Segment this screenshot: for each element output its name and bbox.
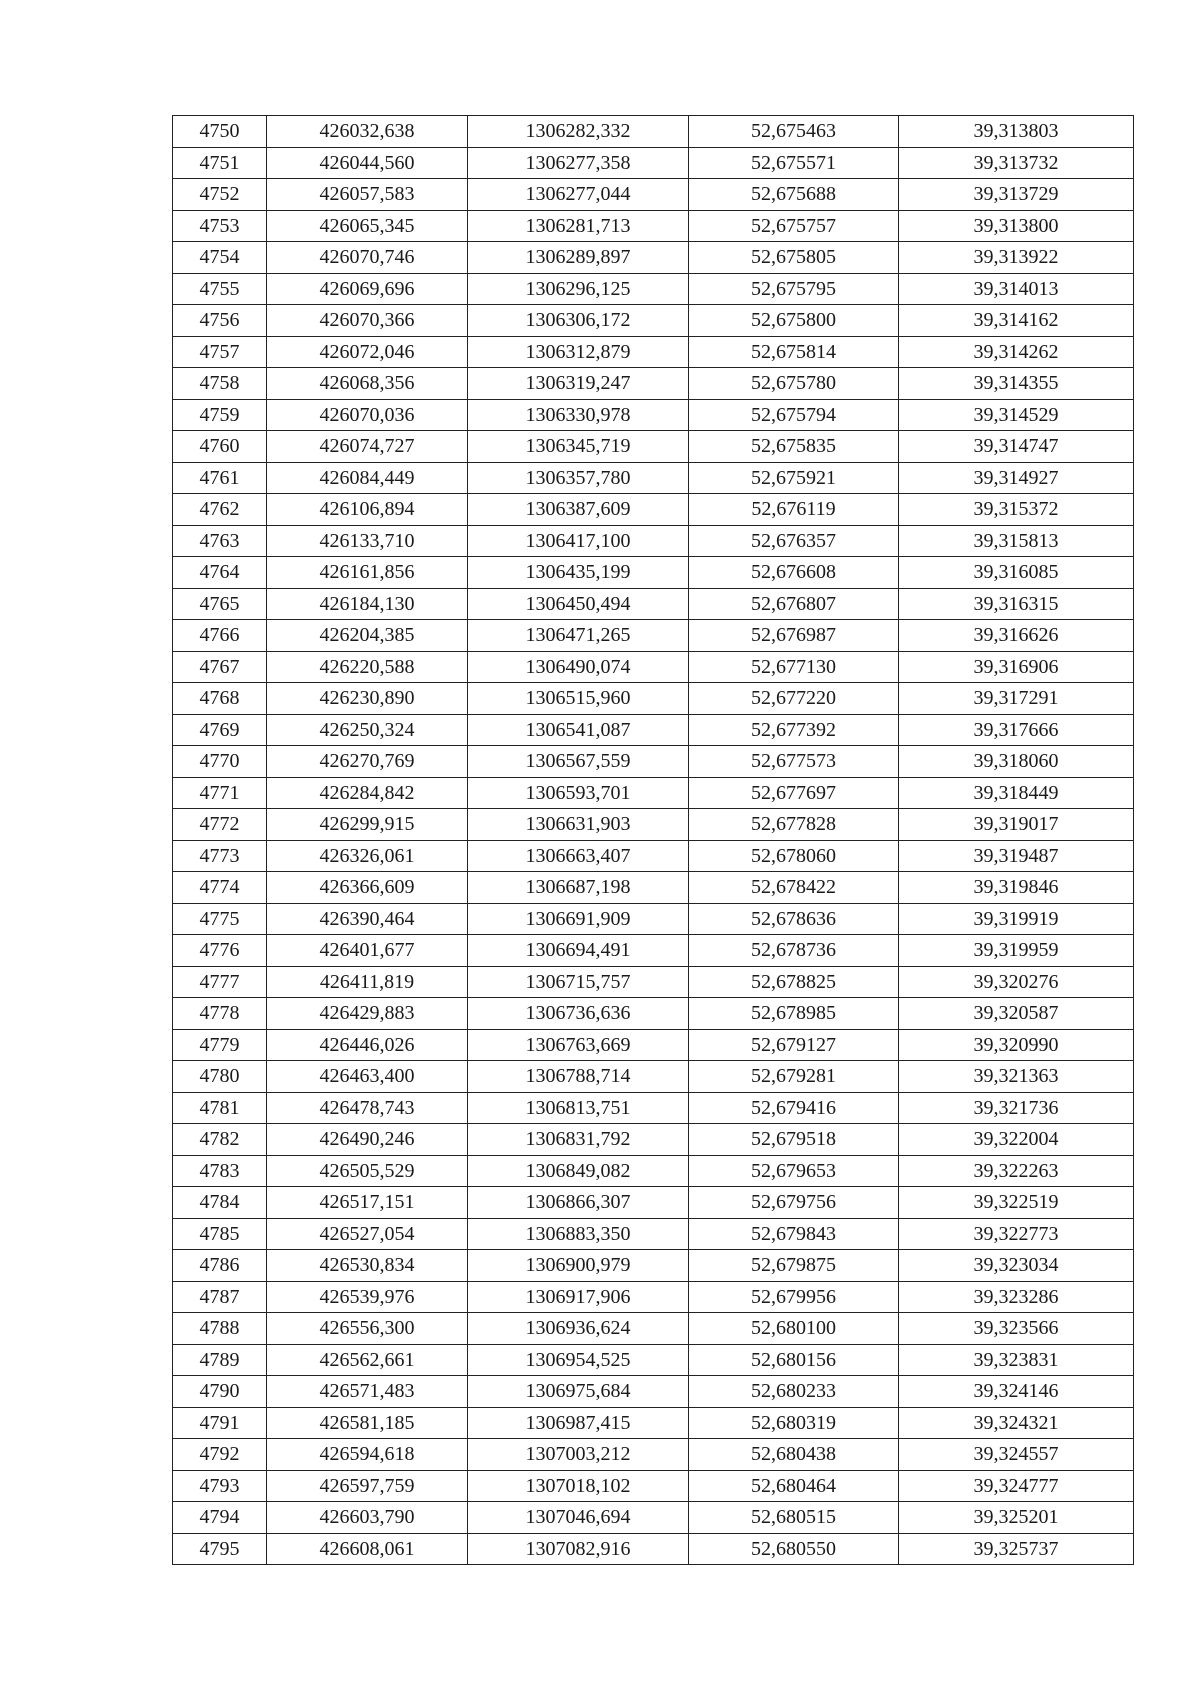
longitude-cell: 39,314355 <box>899 368 1134 400</box>
table-row <box>173 336 1134 368</box>
table-row <box>173 840 1134 872</box>
longitude-cell: 39,314927 <box>899 462 1134 494</box>
latitude-cell: 52,675814 <box>689 336 899 368</box>
point-number-cell: 4781 <box>173 1092 267 1124</box>
y-coordinate-cell: 1306917,906 <box>468 1281 689 1313</box>
longitude-cell: 39,314013 <box>899 273 1134 305</box>
point-number-cell: 4763 <box>173 525 267 557</box>
latitude-cell: 52,675921 <box>689 462 899 494</box>
table-row <box>173 1061 1134 1093</box>
x-coordinate-cell: 426270,769 <box>267 746 468 778</box>
latitude-cell: 52,679875 <box>689 1250 899 1282</box>
point-number-cell: 4782 <box>173 1124 267 1156</box>
x-coordinate-cell: 426594,618 <box>267 1439 468 1471</box>
longitude-cell: 39,319846 <box>899 872 1134 904</box>
x-coordinate-cell: 426490,246 <box>267 1124 468 1156</box>
table-row <box>173 998 1134 1030</box>
latitude-cell: 52,677697 <box>689 777 899 809</box>
y-coordinate-cell: 1306691,909 <box>468 903 689 935</box>
point-number-cell: 4768 <box>173 683 267 715</box>
latitude-cell: 52,675800 <box>689 305 899 337</box>
table-row <box>173 683 1134 715</box>
table-row <box>173 620 1134 652</box>
point-number-cell: 4777 <box>173 966 267 998</box>
table-row <box>173 1218 1134 1250</box>
x-coordinate-cell: 426562,661 <box>267 1344 468 1376</box>
x-coordinate-cell: 426074,727 <box>267 431 468 463</box>
x-coordinate-cell: 426044,560 <box>267 147 468 179</box>
y-coordinate-cell: 1306289,897 <box>468 242 689 274</box>
table-row <box>173 1092 1134 1124</box>
latitude-cell: 52,677392 <box>689 714 899 746</box>
longitude-cell: 39,320276 <box>899 966 1134 998</box>
latitude-cell: 52,675794 <box>689 399 899 431</box>
x-coordinate-cell: 426084,449 <box>267 462 468 494</box>
latitude-cell: 52,677828 <box>689 809 899 841</box>
x-coordinate-cell: 426161,856 <box>267 557 468 589</box>
longitude-cell: 39,324777 <box>899 1470 1134 1502</box>
latitude-cell: 52,675688 <box>689 179 899 211</box>
x-coordinate-cell: 426603,790 <box>267 1502 468 1534</box>
point-number-cell: 4757 <box>173 336 267 368</box>
point-number-cell: 4754 <box>173 242 267 274</box>
latitude-cell: 52,679956 <box>689 1281 899 1313</box>
point-number-cell: 4773 <box>173 840 267 872</box>
y-coordinate-cell: 1307082,916 <box>468 1533 689 1565</box>
x-coordinate-cell: 426326,061 <box>267 840 468 872</box>
point-number-cell: 4771 <box>173 777 267 809</box>
y-coordinate-cell: 1306936,624 <box>468 1313 689 1345</box>
point-number-cell: 4755 <box>173 273 267 305</box>
y-coordinate-cell: 1307018,102 <box>468 1470 689 1502</box>
y-coordinate-cell: 1306296,125 <box>468 273 689 305</box>
longitude-cell: 39,318060 <box>899 746 1134 778</box>
table-row <box>173 179 1134 211</box>
latitude-cell: 52,680515 <box>689 1502 899 1534</box>
point-number-cell: 4758 <box>173 368 267 400</box>
x-coordinate-cell: 426070,036 <box>267 399 468 431</box>
latitude-cell: 52,679518 <box>689 1124 899 1156</box>
x-coordinate-cell: 426070,746 <box>267 242 468 274</box>
latitude-cell: 52,675463 <box>689 116 899 148</box>
x-coordinate-cell: 426057,583 <box>267 179 468 211</box>
latitude-cell: 52,675835 <box>689 431 899 463</box>
latitude-cell: 52,680464 <box>689 1470 899 1502</box>
latitude-cell: 52,676119 <box>689 494 899 526</box>
table-row <box>173 1344 1134 1376</box>
x-coordinate-cell: 426463,400 <box>267 1061 468 1093</box>
x-coordinate-cell: 426527,054 <box>267 1218 468 1250</box>
x-coordinate-cell: 426220,588 <box>267 651 468 683</box>
latitude-cell: 52,680550 <box>689 1533 899 1565</box>
table-row <box>173 714 1134 746</box>
y-coordinate-cell: 1306849,082 <box>468 1155 689 1187</box>
y-coordinate-cell: 1306281,713 <box>468 210 689 242</box>
latitude-cell: 52,678825 <box>689 966 899 998</box>
table-row <box>173 1376 1134 1408</box>
latitude-cell: 52,680233 <box>689 1376 899 1408</box>
latitude-cell: 52,675795 <box>689 273 899 305</box>
latitude-cell: 52,677130 <box>689 651 899 683</box>
y-coordinate-cell: 1306694,491 <box>468 935 689 967</box>
point-number-cell: 4783 <box>173 1155 267 1187</box>
latitude-cell: 52,676987 <box>689 620 899 652</box>
x-coordinate-cell: 426065,345 <box>267 210 468 242</box>
y-coordinate-cell: 1306987,415 <box>468 1407 689 1439</box>
x-coordinate-cell: 426250,324 <box>267 714 468 746</box>
longitude-cell: 39,313729 <box>899 179 1134 211</box>
coordinates-table-body <box>173 116 1134 1565</box>
latitude-cell: 52,678060 <box>689 840 899 872</box>
x-coordinate-cell: 426401,677 <box>267 935 468 967</box>
y-coordinate-cell: 1306663,407 <box>468 840 689 872</box>
x-coordinate-cell: 426230,890 <box>267 683 468 715</box>
point-number-cell: 4752 <box>173 179 267 211</box>
point-number-cell: 4753 <box>173 210 267 242</box>
table-row <box>173 116 1134 148</box>
longitude-cell: 39,318449 <box>899 777 1134 809</box>
x-coordinate-cell: 426429,883 <box>267 998 468 1030</box>
longitude-cell: 39,314747 <box>899 431 1134 463</box>
table-row <box>173 1470 1134 1502</box>
point-number-cell: 4785 <box>173 1218 267 1250</box>
longitude-cell: 39,316626 <box>899 620 1134 652</box>
point-number-cell: 4786 <box>173 1250 267 1282</box>
latitude-cell: 52,678636 <box>689 903 899 935</box>
point-number-cell: 4788 <box>173 1313 267 1345</box>
longitude-cell: 39,325201 <box>899 1502 1134 1534</box>
longitude-cell: 39,319919 <box>899 903 1134 935</box>
table-row <box>173 935 1134 967</box>
table-row <box>173 809 1134 841</box>
point-number-cell: 4791 <box>173 1407 267 1439</box>
longitude-cell: 39,314162 <box>899 305 1134 337</box>
table-row <box>173 1281 1134 1313</box>
table-row <box>173 525 1134 557</box>
longitude-cell: 39,319017 <box>899 809 1134 841</box>
latitude-cell: 52,680156 <box>689 1344 899 1376</box>
table-row <box>173 273 1134 305</box>
y-coordinate-cell: 1306471,265 <box>468 620 689 652</box>
x-coordinate-cell: 426556,300 <box>267 1313 468 1345</box>
y-coordinate-cell: 1306541,087 <box>468 714 689 746</box>
point-number-cell: 4792 <box>173 1439 267 1471</box>
longitude-cell: 39,316315 <box>899 588 1134 620</box>
point-number-cell: 4766 <box>173 620 267 652</box>
x-coordinate-cell: 426608,061 <box>267 1533 468 1565</box>
longitude-cell: 39,316085 <box>899 557 1134 589</box>
point-number-cell: 4775 <box>173 903 267 935</box>
x-coordinate-cell: 426070,366 <box>267 305 468 337</box>
longitude-cell: 39,324321 <box>899 1407 1134 1439</box>
y-coordinate-cell: 1306277,358 <box>468 147 689 179</box>
y-coordinate-cell: 1306450,494 <box>468 588 689 620</box>
table-row <box>173 777 1134 809</box>
y-coordinate-cell: 1306387,609 <box>468 494 689 526</box>
x-coordinate-cell: 426068,356 <box>267 368 468 400</box>
y-coordinate-cell: 1306813,751 <box>468 1092 689 1124</box>
latitude-cell: 52,676357 <box>689 525 899 557</box>
latitude-cell: 52,675757 <box>689 210 899 242</box>
point-number-cell: 4779 <box>173 1029 267 1061</box>
y-coordinate-cell: 1306435,199 <box>468 557 689 589</box>
longitude-cell: 39,319959 <box>899 935 1134 967</box>
point-number-cell: 4750 <box>173 116 267 148</box>
point-number-cell: 4770 <box>173 746 267 778</box>
latitude-cell: 52,679127 <box>689 1029 899 1061</box>
table-row <box>173 1187 1134 1219</box>
longitude-cell: 39,319487 <box>899 840 1134 872</box>
y-coordinate-cell: 1306831,792 <box>468 1124 689 1156</box>
longitude-cell: 39,315372 <box>899 494 1134 526</box>
longitude-cell: 39,314262 <box>899 336 1134 368</box>
longitude-cell: 39,322519 <box>899 1187 1134 1219</box>
y-coordinate-cell: 1306631,903 <box>468 809 689 841</box>
table-row <box>173 651 1134 683</box>
table-row <box>173 399 1134 431</box>
x-coordinate-cell: 426133,710 <box>267 525 468 557</box>
point-number-cell: 4790 <box>173 1376 267 1408</box>
longitude-cell: 39,323286 <box>899 1281 1134 1313</box>
longitude-cell: 39,313800 <box>899 210 1134 242</box>
table-row <box>173 903 1134 935</box>
y-coordinate-cell: 1306282,332 <box>468 116 689 148</box>
latitude-cell: 52,679756 <box>689 1187 899 1219</box>
table-row <box>173 1313 1134 1345</box>
latitude-cell: 52,678736 <box>689 935 899 967</box>
x-coordinate-cell: 426446,026 <box>267 1029 468 1061</box>
table-row <box>173 1124 1134 1156</box>
point-number-cell: 4793 <box>173 1470 267 1502</box>
point-number-cell: 4774 <box>173 872 267 904</box>
longitude-cell: 39,315813 <box>899 525 1134 557</box>
latitude-cell: 52,679843 <box>689 1218 899 1250</box>
x-coordinate-cell: 426204,385 <box>267 620 468 652</box>
longitude-cell: 39,324146 <box>899 1376 1134 1408</box>
latitude-cell: 52,677220 <box>689 683 899 715</box>
latitude-cell: 52,678422 <box>689 872 899 904</box>
point-number-cell: 4759 <box>173 399 267 431</box>
latitude-cell: 52,679281 <box>689 1061 899 1093</box>
latitude-cell: 52,678985 <box>689 998 899 1030</box>
point-number-cell: 4751 <box>173 147 267 179</box>
x-coordinate-cell: 426069,696 <box>267 273 468 305</box>
longitude-cell: 39,321363 <box>899 1061 1134 1093</box>
longitude-cell: 39,313803 <box>899 116 1134 148</box>
y-coordinate-cell: 1306277,044 <box>468 179 689 211</box>
latitude-cell: 52,676807 <box>689 588 899 620</box>
latitude-cell: 52,675571 <box>689 147 899 179</box>
latitude-cell: 52,680438 <box>689 1439 899 1471</box>
y-coordinate-cell: 1306788,714 <box>468 1061 689 1093</box>
longitude-cell: 39,322773 <box>899 1218 1134 1250</box>
point-number-cell: 4756 <box>173 305 267 337</box>
longitude-cell: 39,317291 <box>899 683 1134 715</box>
y-coordinate-cell: 1306866,307 <box>468 1187 689 1219</box>
longitude-cell: 39,317666 <box>899 714 1134 746</box>
table-row <box>173 588 1134 620</box>
y-coordinate-cell: 1306900,979 <box>468 1250 689 1282</box>
point-number-cell: 4762 <box>173 494 267 526</box>
point-number-cell: 4765 <box>173 588 267 620</box>
latitude-cell: 52,675780 <box>689 368 899 400</box>
point-number-cell: 4764 <box>173 557 267 589</box>
y-coordinate-cell: 1306883,350 <box>468 1218 689 1250</box>
y-coordinate-cell: 1306319,247 <box>468 368 689 400</box>
y-coordinate-cell: 1306715,757 <box>468 966 689 998</box>
x-coordinate-cell: 426571,483 <box>267 1376 468 1408</box>
y-coordinate-cell: 1306567,559 <box>468 746 689 778</box>
point-number-cell: 4794 <box>173 1502 267 1534</box>
point-number-cell: 4776 <box>173 935 267 967</box>
x-coordinate-cell: 426411,819 <box>267 966 468 998</box>
table-row <box>173 1439 1134 1471</box>
longitude-cell: 39,324557 <box>899 1439 1134 1471</box>
table-row <box>173 557 1134 589</box>
table-row <box>173 1155 1134 1187</box>
point-number-cell: 4787 <box>173 1281 267 1313</box>
table-row <box>173 368 1134 400</box>
longitude-cell: 39,322263 <box>899 1155 1134 1187</box>
x-coordinate-cell: 426032,638 <box>267 116 468 148</box>
y-coordinate-cell: 1307003,212 <box>468 1439 689 1471</box>
table-row <box>173 1029 1134 1061</box>
latitude-cell: 52,679416 <box>689 1092 899 1124</box>
y-coordinate-cell: 1306763,669 <box>468 1029 689 1061</box>
x-coordinate-cell: 426478,743 <box>267 1092 468 1124</box>
y-coordinate-cell: 1306357,780 <box>468 462 689 494</box>
y-coordinate-cell: 1306345,719 <box>468 431 689 463</box>
table-row <box>173 462 1134 494</box>
table-row <box>173 494 1134 526</box>
x-coordinate-cell: 426539,976 <box>267 1281 468 1313</box>
y-coordinate-cell: 1306736,636 <box>468 998 689 1030</box>
longitude-cell: 39,313732 <box>899 147 1134 179</box>
point-number-cell: 4780 <box>173 1061 267 1093</box>
table-row <box>173 210 1134 242</box>
point-number-cell: 4760 <box>173 431 267 463</box>
table-row <box>173 1250 1134 1282</box>
longitude-cell: 39,313922 <box>899 242 1134 274</box>
x-coordinate-cell: 426072,046 <box>267 336 468 368</box>
y-coordinate-cell: 1306330,978 <box>468 399 689 431</box>
y-coordinate-cell: 1306954,525 <box>468 1344 689 1376</box>
table-row <box>173 1502 1134 1534</box>
point-number-cell: 4795 <box>173 1533 267 1565</box>
latitude-cell: 52,679653 <box>689 1155 899 1187</box>
longitude-cell: 39,316906 <box>899 651 1134 683</box>
point-number-cell: 4778 <box>173 998 267 1030</box>
point-number-cell: 4767 <box>173 651 267 683</box>
y-coordinate-cell: 1307046,694 <box>468 1502 689 1534</box>
point-number-cell: 4784 <box>173 1187 267 1219</box>
table-row <box>173 147 1134 179</box>
point-number-cell: 4761 <box>173 462 267 494</box>
longitude-cell: 39,314529 <box>899 399 1134 431</box>
table-row <box>173 746 1134 778</box>
y-coordinate-cell: 1306306,172 <box>468 305 689 337</box>
longitude-cell: 39,323034 <box>899 1250 1134 1282</box>
coordinates-table <box>172 115 1134 1565</box>
x-coordinate-cell: 426505,529 <box>267 1155 468 1187</box>
x-coordinate-cell: 426284,842 <box>267 777 468 809</box>
y-coordinate-cell: 1306515,960 <box>468 683 689 715</box>
y-coordinate-cell: 1306312,879 <box>468 336 689 368</box>
longitude-cell: 39,321736 <box>899 1092 1134 1124</box>
x-coordinate-cell: 426366,609 <box>267 872 468 904</box>
x-coordinate-cell: 426299,915 <box>267 809 468 841</box>
point-number-cell: 4769 <box>173 714 267 746</box>
table-row <box>173 872 1134 904</box>
longitude-cell: 39,323831 <box>899 1344 1134 1376</box>
x-coordinate-cell: 426530,834 <box>267 1250 468 1282</box>
x-coordinate-cell: 426597,759 <box>267 1470 468 1502</box>
table-row <box>173 966 1134 998</box>
y-coordinate-cell: 1306490,074 <box>468 651 689 683</box>
longitude-cell: 39,322004 <box>899 1124 1134 1156</box>
y-coordinate-cell: 1306417,100 <box>468 525 689 557</box>
table-row <box>173 1407 1134 1439</box>
table-row <box>173 242 1134 274</box>
latitude-cell: 52,680100 <box>689 1313 899 1345</box>
longitude-cell: 39,325737 <box>899 1533 1134 1565</box>
latitude-cell: 52,675805 <box>689 242 899 274</box>
longitude-cell: 39,320990 <box>899 1029 1134 1061</box>
table-row <box>173 431 1134 463</box>
latitude-cell: 52,677573 <box>689 746 899 778</box>
x-coordinate-cell: 426517,151 <box>267 1187 468 1219</box>
x-coordinate-cell: 426184,130 <box>267 588 468 620</box>
table-row <box>173 1533 1134 1565</box>
x-coordinate-cell: 426390,464 <box>267 903 468 935</box>
point-number-cell: 4789 <box>173 1344 267 1376</box>
longitude-cell: 39,323566 <box>899 1313 1134 1345</box>
x-coordinate-cell: 426581,185 <box>267 1407 468 1439</box>
y-coordinate-cell: 1306687,198 <box>468 872 689 904</box>
y-coordinate-cell: 1306593,701 <box>468 777 689 809</box>
longitude-cell: 39,320587 <box>899 998 1134 1030</box>
table-row <box>173 305 1134 337</box>
point-number-cell: 4772 <box>173 809 267 841</box>
y-coordinate-cell: 1306975,684 <box>468 1376 689 1408</box>
latitude-cell: 52,676608 <box>689 557 899 589</box>
latitude-cell: 52,680319 <box>689 1407 899 1439</box>
x-coordinate-cell: 426106,894 <box>267 494 468 526</box>
